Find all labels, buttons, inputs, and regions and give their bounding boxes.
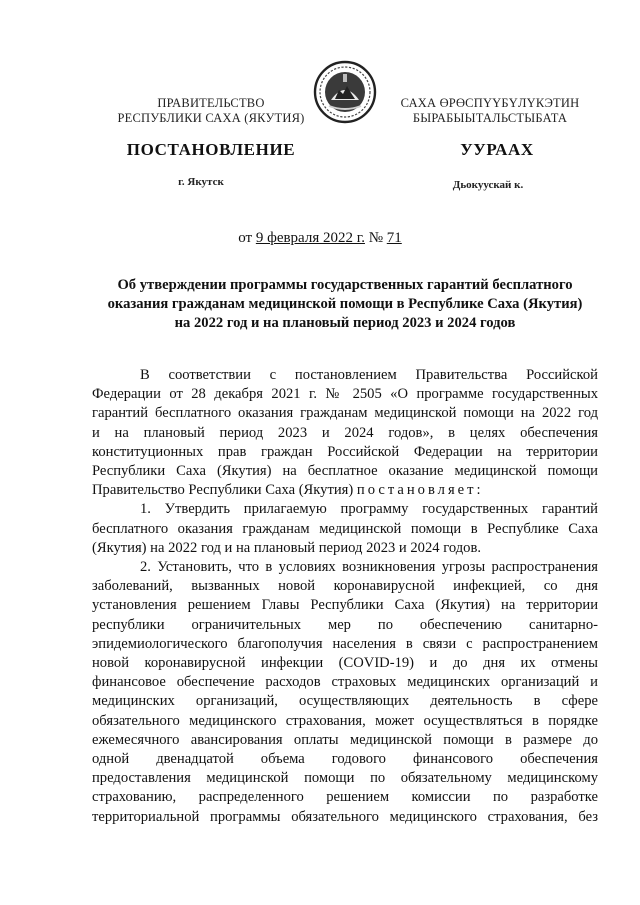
header-left-line: ПРАВИТЕЛЬСТВО (157, 96, 265, 110)
header-left-line: РЕСПУБЛИКИ САХА (ЯКУТИЯ) (117, 111, 305, 125)
document-heading (85, 276, 605, 333)
body-line: 1. Утвердить прилагаемую программу государственных гарантий (140, 501, 598, 518)
body-line: одной двенадцатой объема годового финансового обеспечения (92, 751, 598, 768)
header-right-line: САХА ӨРӨСПҮҮБҮЛҮКЭТИН (400, 96, 580, 110)
body-line: новой коронавирусной инфекции (COVID-19) и до дня их отмены (92, 655, 598, 672)
sakha-coat-of-arms-icon (313, 60, 377, 124)
decree-number-label: № (364, 230, 387, 246)
city-russian: г. Якутск (178, 176, 224, 188)
body-line: ежемесячного авансирования оплаты медицинской помощи в размере до (92, 731, 598, 748)
body-line: медицинских организаций, осуществляющих деятельность в сфере (92, 693, 598, 710)
heading-line: оказания гражданам медицинской помощи в Республике Саха (Якутия) (107, 296, 583, 312)
body-line: В соответствии с постановлением Правительства Российской (140, 367, 598, 383)
body-line: установления решением Главы Республики Саха (Якутия) на территории (92, 597, 598, 614)
decree-date-number (0, 229, 640, 247)
decree-date: 9 февраля 2022 г. (255, 230, 365, 246)
decree-number: 71 (386, 230, 402, 246)
heading-line: Об утверждении программы государственных гарантий бесплатного (117, 277, 573, 293)
body-line: гарантий бесплатного оказания гражданам медицинской помощи на 2022 год (92, 405, 598, 422)
city-sakha: Дьокуускай к. (452, 179, 524, 191)
decree-prefix: от (238, 230, 256, 246)
document-body (92, 366, 598, 827)
body-line: предоставления медицинской помощи по обязательному медицинскому (92, 770, 598, 787)
body-line: эпидемиологического благополучия населения в связи с распространением (92, 635, 598, 652)
body-line: Правительство Республики Саха (Якутия) (92, 482, 354, 499)
document-type-russian: ПОСТАНОВЛЕНИЕ (126, 140, 296, 159)
government-name-sakha (377, 96, 603, 126)
body-line: Республики Саха (Якутия) на бесплатное оказание медицинской помощи (92, 463, 598, 480)
body-line: конституционных прав граждан Российской Федерации на территории (92, 443, 598, 460)
body-line-resolves (92, 481, 598, 500)
body-line: страхованию, распределенного решением комиссии по разработке (92, 789, 598, 806)
heading-line: на 2022 год и на плановый период 2023 и 2024 годов (174, 315, 516, 331)
body-line: республики ограничительных мер по обеспечению санитарно- (92, 616, 598, 633)
body-line: (Якутия) на 2022 год и на плановый период 2023 и 2024 годов. (92, 539, 481, 556)
body-line: бесплатного оказания гражданам медицинской помощи в Республике Саха (92, 520, 598, 537)
header-right-line: БЫРАБЫЫТАЛЬСТЫБАТА (412, 111, 568, 125)
body-line: 2. Установить, что в условиях возникновения угрозы распространения (140, 559, 598, 576)
government-name-russian (96, 96, 326, 126)
body-line: обязательного медицинского страхования, может осуществляться в порядке (92, 712, 598, 729)
body-line: и на плановый период 2023 и 2024 годов», в целях обеспечения (92, 424, 598, 441)
body-line: финансовое обеспечение расходов страховых медицинских организаций и (92, 674, 598, 691)
document-type-sakha: УУРААХ (460, 140, 534, 159)
resolves-word: постановляет: (356, 482, 484, 499)
body-line: Федерации от 28 декабря 2021 г. № 2505 «О программе государственных (92, 386, 598, 403)
body-line: заболеваний, вызванных новой коронавирусной инфекцией, со дня (92, 578, 598, 595)
body-line: территориальной программы обязательного медицинского страхования, без (92, 808, 598, 825)
